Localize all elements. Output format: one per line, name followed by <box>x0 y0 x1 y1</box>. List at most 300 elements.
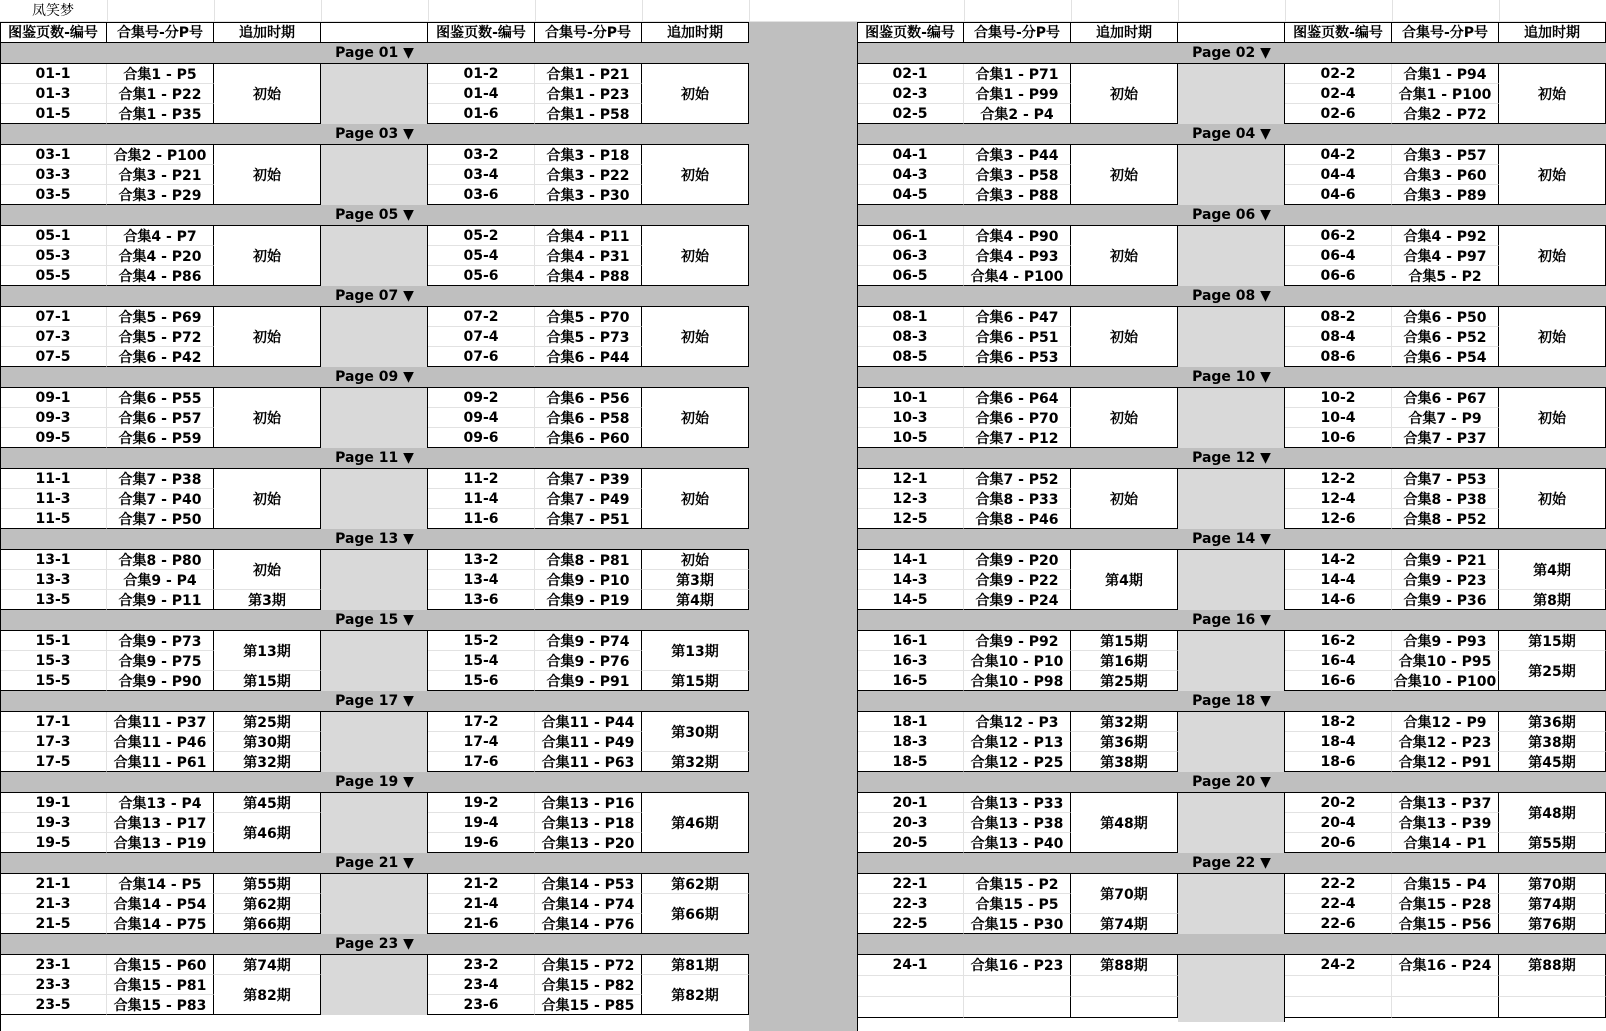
entry-id[interactable]: 03-1 <box>0 145 107 165</box>
collection-ref[interactable]: 合集7 - P38 <box>107 469 214 489</box>
entry-id[interactable]: 17-3 <box>0 732 107 752</box>
page-band[interactable]: Page 06 ▼ <box>857 205 1606 226</box>
entry-id[interactable]: 05-6 <box>428 266 535 286</box>
entry-id[interactable]: 19-3 <box>0 813 107 833</box>
entry-id[interactable]: 22-1 <box>857 874 964 894</box>
entry-id[interactable]: 10-2 <box>1285 388 1392 408</box>
collection-ref[interactable]: 合集11 - P63 <box>535 752 642 772</box>
collection-ref[interactable]: 合集12 - P9 <box>1392 712 1499 732</box>
entry-id[interactable]: 14-3 <box>857 570 964 590</box>
added-period[interactable]: 初始 <box>214 226 321 286</box>
collection-ref[interactable]: 合集5 - P72 <box>107 327 214 347</box>
added-period[interactable]: 初始 <box>214 64 321 124</box>
added-period[interactable]: 第55期 <box>1499 833 1606 853</box>
collection-ref[interactable]: 合集8 - P80 <box>107 550 214 570</box>
collection-ref[interactable] <box>1392 997 1499 1018</box>
collection-ref[interactable]: 合集9 - P22 <box>964 570 1071 590</box>
entry-id[interactable]: 04-4 <box>1285 165 1392 185</box>
entry-id[interactable] <box>1285 997 1392 1018</box>
collection-ref[interactable] <box>964 976 1071 997</box>
added-period[interactable]: 第30期 <box>214 732 321 752</box>
collection-ref[interactable]: 合集6 - P56 <box>535 388 642 408</box>
added-period[interactable]: 第55期 <box>214 874 321 894</box>
entry-id[interactable]: 17-2 <box>428 712 535 732</box>
entry-id[interactable]: 21-3 <box>0 894 107 914</box>
entry-id[interactable]: 06-4 <box>1285 246 1392 266</box>
collection-ref[interactable]: 合集15 - P30 <box>964 914 1071 934</box>
collection-ref[interactable]: 合集7 - P39 <box>535 469 642 489</box>
added-period[interactable]: 第82期 <box>642 975 749 1015</box>
entry-id[interactable]: 18-2 <box>1285 712 1392 732</box>
collection-ref[interactable]: 合集1 - P71 <box>964 64 1071 84</box>
collection-ref[interactable]: 合集14 - P1 <box>1392 833 1499 853</box>
entry-id[interactable] <box>857 976 964 997</box>
entry-id[interactable]: 19-1 <box>0 793 107 813</box>
entry-id[interactable]: 15-6 <box>428 671 535 691</box>
entry-id[interactable]: 08-5 <box>857 347 964 367</box>
sheet-title[interactable]: 凤笑梦 <box>32 3 74 19</box>
entry-id[interactable]: 03-6 <box>428 185 535 205</box>
added-period[interactable]: 第74期 <box>214 955 321 975</box>
added-period[interactable]: 第15期 <box>1499 631 1606 651</box>
added-period[interactable]: 初始 <box>1071 307 1178 367</box>
page-band[interactable]: Page 16 ▼ <box>857 610 1606 631</box>
added-period[interactable]: 初始 <box>642 226 749 286</box>
collection-ref[interactable]: 合集4 - P7 <box>107 226 214 246</box>
collection-ref[interactable]: 合集3 - P30 <box>535 185 642 205</box>
entry-id[interactable]: 18-4 <box>1285 732 1392 752</box>
entry-id[interactable]: 12-6 <box>1285 509 1392 529</box>
collection-ref[interactable]: 合集4 - P100 <box>964 266 1071 286</box>
entry-id[interactable]: 01-6 <box>428 104 535 124</box>
added-period[interactable]: 初始 <box>214 550 321 590</box>
entry-id[interactable]: 18-5 <box>857 752 964 772</box>
page-band[interactable]: Page 03 ▼ <box>0 124 749 145</box>
entry-id[interactable]: 23-5 <box>0 995 107 1015</box>
column-header[interactable]: 追加时期 <box>1071 22 1178 43</box>
page-band[interactable]: Page 12 ▼ <box>857 448 1606 469</box>
page-band[interactable]: Page 07 ▼ <box>0 286 749 307</box>
collection-ref[interactable]: 合集9 - P23 <box>1392 570 1499 590</box>
added-period[interactable]: 第48期 <box>1499 793 1606 833</box>
entry-id[interactable]: 13-1 <box>0 550 107 570</box>
entry-id[interactable]: 02-3 <box>857 84 964 104</box>
entry-id[interactable]: 03-3 <box>0 165 107 185</box>
entry-id[interactable]: 09-5 <box>0 428 107 448</box>
added-period[interactable]: 第88期 <box>1071 955 1178 976</box>
added-period[interactable]: 第62期 <box>214 894 321 914</box>
entry-id[interactable]: 09-1 <box>0 388 107 408</box>
entry-id[interactable]: 03-4 <box>428 165 535 185</box>
column-header[interactable]: 追加时期 <box>1499 22 1606 43</box>
collection-ref[interactable]: 合集11 - P37 <box>107 712 214 732</box>
collection-ref[interactable]: 合集1 - P94 <box>1392 64 1499 84</box>
collection-ref[interactable]: 合集15 - P2 <box>964 874 1071 894</box>
entry-id[interactable]: 02-1 <box>857 64 964 84</box>
entry-id[interactable]: 20-5 <box>857 833 964 853</box>
collection-ref[interactable]: 合集16 - P24 <box>1392 955 1499 976</box>
entry-id[interactable]: 20-3 <box>857 813 964 833</box>
collection-ref[interactable]: 合集7 - P52 <box>964 469 1071 489</box>
collection-ref[interactable]: 合集3 - P21 <box>107 165 214 185</box>
entry-id[interactable]: 16-5 <box>857 671 964 691</box>
entry-id[interactable]: 18-6 <box>1285 752 1392 772</box>
page-band[interactable]: Page 17 ▼ <box>0 691 749 712</box>
entry-id[interactable]: 13-6 <box>428 590 535 610</box>
column-header[interactable]: 追加时期 <box>642 22 749 43</box>
added-period[interactable]: 第13期 <box>214 631 321 671</box>
entry-id[interactable]: 07-3 <box>0 327 107 347</box>
entry-id[interactable]: 11-1 <box>0 469 107 489</box>
page-band[interactable]: Page 10 ▼ <box>857 367 1606 388</box>
collection-ref[interactable]: 合集13 - P20 <box>535 833 642 853</box>
collection-ref[interactable]: 合集14 - P54 <box>107 894 214 914</box>
entry-id[interactable]: 20-2 <box>1285 793 1392 813</box>
page-band[interactable]: Page 14 ▼ <box>857 529 1606 550</box>
collection-ref[interactable]: 合集2 - P72 <box>1392 104 1499 124</box>
added-period[interactable]: 第13期 <box>642 631 749 671</box>
added-period[interactable]: 初始 <box>642 388 749 448</box>
page-band[interactable]: Page 22 ▼ <box>857 853 1606 874</box>
collection-ref[interactable]: 合集15 - P60 <box>107 955 214 975</box>
entry-id[interactable]: 10-5 <box>857 428 964 448</box>
collection-ref[interactable]: 合集6 - P55 <box>107 388 214 408</box>
collection-ref[interactable]: 合集12 - P3 <box>964 712 1071 732</box>
added-period[interactable]: 初始 <box>1071 145 1178 205</box>
column-header[interactable]: 追加时期 <box>214 22 321 43</box>
collection-ref[interactable]: 合集8 - P33 <box>964 489 1071 509</box>
collection-ref[interactable]: 合集2 - P4 <box>964 104 1071 124</box>
added-period[interactable]: 第66期 <box>214 914 321 934</box>
entry-id[interactable]: 08-3 <box>857 327 964 347</box>
collection-ref[interactable]: 合集11 - P49 <box>535 732 642 752</box>
collection-ref[interactable]: 合集6 - P67 <box>1392 388 1499 408</box>
collection-ref[interactable]: 合集9 - P74 <box>535 631 642 651</box>
entry-id[interactable]: 04-3 <box>857 165 964 185</box>
entry-id[interactable]: 16-2 <box>1285 631 1392 651</box>
collection-ref[interactable]: 合集5 - P69 <box>107 307 214 327</box>
collection-ref[interactable]: 合集12 - P13 <box>964 732 1071 752</box>
entry-id[interactable]: 12-2 <box>1285 469 1392 489</box>
collection-ref[interactable]: 合集14 - P5 <box>107 874 214 894</box>
entry-id[interactable]: 05-2 <box>428 226 535 246</box>
entry-id[interactable]: 15-5 <box>0 671 107 691</box>
added-period[interactable]: 第38期 <box>1499 732 1606 752</box>
added-period[interactable]: 第81期 <box>642 955 749 975</box>
collection-ref[interactable]: 合集9 - P75 <box>107 651 214 671</box>
entry-id[interactable]: 07-4 <box>428 327 535 347</box>
added-period[interactable]: 第4期 <box>1499 550 1606 590</box>
entry-id[interactable]: 16-1 <box>857 631 964 651</box>
entry-id[interactable]: 08-4 <box>1285 327 1392 347</box>
entry-id[interactable]: 19-5 <box>0 833 107 853</box>
collection-ref[interactable]: 合集1 - P100 <box>1392 84 1499 104</box>
entry-id[interactable]: 06-5 <box>857 266 964 286</box>
added-period[interactable]: 第74期 <box>1499 894 1606 914</box>
entry-id[interactable]: 12-4 <box>1285 489 1392 509</box>
entry-id[interactable]: 04-1 <box>857 145 964 165</box>
collection-ref[interactable]: 合集6 - P44 <box>535 347 642 367</box>
entry-id[interactable]: 02-4 <box>1285 84 1392 104</box>
column-header[interactable]: 图鉴页数-编号 <box>0 22 107 43</box>
added-period[interactable]: 初始 <box>1071 388 1178 448</box>
collection-ref[interactable]: 合集6 - P57 <box>107 408 214 428</box>
collection-ref[interactable] <box>964 997 1071 1018</box>
entry-id[interactable]: 09-2 <box>428 388 535 408</box>
collection-ref[interactable]: 合集4 - P31 <box>535 246 642 266</box>
added-period[interactable]: 第4期 <box>642 590 749 610</box>
entry-id[interactable]: 16-6 <box>1285 671 1392 691</box>
entry-id[interactable]: 03-2 <box>428 145 535 165</box>
entry-id[interactable]: 15-4 <box>428 651 535 671</box>
entry-id[interactable]: 24-1 <box>857 955 964 976</box>
entry-id[interactable]: 22-3 <box>857 894 964 914</box>
entry-id[interactable]: 04-2 <box>1285 145 1392 165</box>
collection-ref[interactable]: 合集3 - P60 <box>1392 165 1499 185</box>
entry-id[interactable]: 14-5 <box>857 590 964 610</box>
page-band[interactable]: Page 18 ▼ <box>857 691 1606 712</box>
collection-ref[interactable]: 合集7 - P9 <box>1392 408 1499 428</box>
added-period[interactable]: 初始 <box>214 469 321 529</box>
collection-ref[interactable]: 合集13 - P18 <box>535 813 642 833</box>
entry-id[interactable]: 01-2 <box>428 64 535 84</box>
collection-ref[interactable]: 合集13 - P37 <box>1392 793 1499 813</box>
collection-ref[interactable]: 合集1 - P58 <box>535 104 642 124</box>
page-band[interactable]: Page 13 ▼ <box>0 529 749 550</box>
entry-id[interactable]: 13-4 <box>428 570 535 590</box>
entry-id[interactable]: 11-5 <box>0 509 107 529</box>
collection-ref[interactable]: 合集14 - P76 <box>535 914 642 934</box>
collection-ref[interactable]: 合集9 - P93 <box>1392 631 1499 651</box>
collection-ref[interactable]: 合集15 - P4 <box>1392 874 1499 894</box>
collection-ref[interactable]: 合集10 - P100 <box>1392 671 1499 691</box>
collection-ref[interactable]: 合集6 - P60 <box>535 428 642 448</box>
page-band[interactable]: Page 21 ▼ <box>0 853 749 874</box>
collection-ref[interactable]: 合集9 - P76 <box>535 651 642 671</box>
added-period[interactable]: 初始 <box>1499 307 1606 367</box>
page-band[interactable] <box>857 934 1606 955</box>
entry-id[interactable]: 17-6 <box>428 752 535 772</box>
collection-ref[interactable]: 合集13 - P39 <box>1392 813 1499 833</box>
page-band[interactable]: Page 04 ▼ <box>857 124 1606 145</box>
period-cell[interactable] <box>1499 976 1606 997</box>
entry-id[interactable]: 17-1 <box>0 712 107 732</box>
entry-id[interactable]: 11-4 <box>428 489 535 509</box>
added-period[interactable]: 初始 <box>1499 64 1606 124</box>
added-period[interactable]: 初始 <box>214 388 321 448</box>
entry-id[interactable]: 16-4 <box>1285 651 1392 671</box>
entry-id[interactable]: 04-6 <box>1285 185 1392 205</box>
entry-id[interactable]: 15-2 <box>428 631 535 651</box>
entry-id[interactable]: 23-6 <box>428 995 535 1015</box>
page-band[interactable]: Page 23 ▼ <box>0 934 749 955</box>
collection-ref[interactable]: 合集13 - P17 <box>107 813 214 833</box>
added-period[interactable]: 第45期 <box>1499 752 1606 772</box>
entry-id[interactable]: 23-4 <box>428 975 535 995</box>
entry-id[interactable]: 20-6 <box>1285 833 1392 853</box>
collection-ref[interactable]: 合集11 - P61 <box>107 752 214 772</box>
entry-id[interactable]: 09-4 <box>428 408 535 428</box>
collection-ref[interactable]: 合集9 - P91 <box>535 671 642 691</box>
collection-ref[interactable]: 合集3 - P44 <box>964 145 1071 165</box>
entry-id[interactable]: 21-1 <box>0 874 107 894</box>
entry-id[interactable]: 02-2 <box>1285 64 1392 84</box>
entry-id[interactable]: 11-6 <box>428 509 535 529</box>
collection-ref[interactable]: 合集4 - P11 <box>535 226 642 246</box>
entry-id[interactable]: 03-5 <box>0 185 107 205</box>
column-header[interactable]: 合集号-分P号 <box>535 22 642 43</box>
column-header[interactable]: 合集号-分P号 <box>1392 22 1499 43</box>
added-period[interactable]: 初始 <box>1499 388 1606 448</box>
collection-ref[interactable]: 合集14 - P53 <box>535 874 642 894</box>
entry-id[interactable]: 17-4 <box>428 732 535 752</box>
entry-id[interactable]: 21-5 <box>0 914 107 934</box>
added-period[interactable]: 初始 <box>1071 226 1178 286</box>
added-period[interactable]: 初始 <box>642 64 749 124</box>
added-period[interactable]: 第32期 <box>214 752 321 772</box>
collection-ref[interactable]: 合集7 - P50 <box>107 509 214 529</box>
collection-ref[interactable]: 合集2 - P100 <box>107 145 214 165</box>
entry-id[interactable]: 23-1 <box>0 955 107 975</box>
collection-ref[interactable]: 合集9 - P20 <box>964 550 1071 570</box>
added-period[interactable]: 第46期 <box>642 793 749 853</box>
collection-ref[interactable]: 合集6 - P53 <box>964 347 1071 367</box>
collection-ref[interactable]: 合集13 - P19 <box>107 833 214 853</box>
collection-ref[interactable]: 合集7 - P49 <box>535 489 642 509</box>
collection-ref[interactable]: 合集9 - P92 <box>964 631 1071 651</box>
entry-id[interactable]: 07-5 <box>0 347 107 367</box>
collection-ref[interactable]: 合集6 - P58 <box>535 408 642 428</box>
collection-ref[interactable]: 合集15 - P81 <box>107 975 214 995</box>
collection-ref[interactable]: 合集8 - P52 <box>1392 509 1499 529</box>
collection-ref[interactable]: 合集3 - P57 <box>1392 145 1499 165</box>
entry-id[interactable]: 05-1 <box>0 226 107 246</box>
added-period[interactable]: 第36期 <box>1071 732 1178 752</box>
added-period[interactable]: 第4期 <box>1071 550 1178 610</box>
added-period[interactable]: 初始 <box>1499 145 1606 205</box>
entry-id[interactable]: 22-6 <box>1285 914 1392 934</box>
entry-id[interactable] <box>857 997 964 1018</box>
column-header[interactable]: 图鉴页数-编号 <box>857 22 964 43</box>
collection-ref[interactable]: 合集13 - P16 <box>535 793 642 813</box>
page-band[interactable]: Page 09 ▼ <box>0 367 749 388</box>
collection-ref[interactable]: 合集6 - P52 <box>1392 327 1499 347</box>
entry-id[interactable]: 12-3 <box>857 489 964 509</box>
entry-id[interactable]: 01-4 <box>428 84 535 104</box>
added-period[interactable]: 初始 <box>642 469 749 529</box>
added-period[interactable]: 初始 <box>1499 226 1606 286</box>
collection-ref[interactable]: 合集3 - P88 <box>964 185 1071 205</box>
collection-ref[interactable]: 合集15 - P85 <box>535 995 642 1015</box>
collection-ref[interactable]: 合集3 - P58 <box>964 165 1071 185</box>
entry-id[interactable]: 21-6 <box>428 914 535 934</box>
collection-ref[interactable]: 合集14 - P75 <box>107 914 214 934</box>
entry-id[interactable]: 14-6 <box>1285 590 1392 610</box>
collection-ref[interactable]: 合集1 - P5 <box>107 64 214 84</box>
added-period[interactable]: 第15期 <box>214 671 321 691</box>
collection-ref[interactable]: 合集6 - P59 <box>107 428 214 448</box>
added-period[interactable]: 初始 <box>214 145 321 205</box>
added-period[interactable]: 第46期 <box>214 813 321 853</box>
added-period[interactable]: 第36期 <box>1499 712 1606 732</box>
entry-id[interactable]: 14-1 <box>857 550 964 570</box>
page-band[interactable]: Page 08 ▼ <box>857 286 1606 307</box>
entry-id[interactable]: 10-6 <box>1285 428 1392 448</box>
entry-id[interactable] <box>1285 976 1392 997</box>
entry-id[interactable]: 10-1 <box>857 388 964 408</box>
entry-id[interactable]: 13-5 <box>0 590 107 610</box>
entry-id[interactable]: 14-4 <box>1285 570 1392 590</box>
collection-ref[interactable]: 合集4 - P92 <box>1392 226 1499 246</box>
collection-ref[interactable]: 合集4 - P86 <box>107 266 214 286</box>
collection-ref[interactable]: 合集5 - P2 <box>1392 266 1499 286</box>
entry-id[interactable]: 06-1 <box>857 226 964 246</box>
collection-ref[interactable]: 合集8 - P46 <box>964 509 1071 529</box>
entry-id[interactable]: 07-2 <box>428 307 535 327</box>
period-cell[interactable] <box>1071 997 1178 1018</box>
entry-id[interactable]: 19-4 <box>428 813 535 833</box>
collection-ref[interactable]: 合集1 - P99 <box>964 84 1071 104</box>
collection-ref[interactable]: 合集9 - P4 <box>107 570 214 590</box>
collection-ref[interactable]: 合集9 - P21 <box>1392 550 1499 570</box>
page-band[interactable]: Page 20 ▼ <box>857 772 1606 793</box>
collection-ref[interactable]: 合集12 - P23 <box>1392 732 1499 752</box>
entry-id[interactable]: 08-1 <box>857 307 964 327</box>
entry-id[interactable]: 13-3 <box>0 570 107 590</box>
collection-ref[interactable]: 合集5 - P70 <box>535 307 642 327</box>
entry-id[interactable]: 07-6 <box>428 347 535 367</box>
added-period[interactable]: 第16期 <box>1071 651 1178 671</box>
entry-id[interactable]: 08-2 <box>1285 307 1392 327</box>
added-period[interactable]: 第76期 <box>1499 914 1606 934</box>
entry-id[interactable]: 19-2 <box>428 793 535 813</box>
entry-id[interactable]: 12-1 <box>857 469 964 489</box>
entry-id[interactable]: 05-5 <box>0 266 107 286</box>
entry-id[interactable]: 04-5 <box>857 185 964 205</box>
collection-ref[interactable]: 合集13 - P38 <box>964 813 1071 833</box>
collection-ref[interactable]: 合集4 - P97 <box>1392 246 1499 266</box>
entry-id[interactable]: 06-6 <box>1285 266 1392 286</box>
collection-ref[interactable]: 合集3 - P89 <box>1392 185 1499 205</box>
collection-ref[interactable]: 合集13 - P33 <box>964 793 1071 813</box>
collection-ref[interactable]: 合集15 - P56 <box>1392 914 1499 934</box>
entry-id[interactable]: 05-3 <box>0 246 107 266</box>
added-period[interactable]: 第3期 <box>214 590 321 610</box>
entry-id[interactable]: 21-4 <box>428 894 535 914</box>
entry-id[interactable]: 22-5 <box>857 914 964 934</box>
period-cell[interactable] <box>1071 976 1178 997</box>
collection-ref[interactable]: 合集9 - P19 <box>535 590 642 610</box>
collection-ref[interactable]: 合集7 - P51 <box>535 509 642 529</box>
collection-ref[interactable]: 合集15 - P5 <box>964 894 1071 914</box>
added-period[interactable]: 初始 <box>1499 469 1606 529</box>
added-period[interactable]: 第74期 <box>1071 914 1178 934</box>
collection-ref[interactable]: 合集8 - P81 <box>535 550 642 570</box>
collection-ref[interactable]: 合集13 - P40 <box>964 833 1071 853</box>
collection-ref[interactable]: 合集7 - P37 <box>1392 428 1499 448</box>
entry-id[interactable]: 20-4 <box>1285 813 1392 833</box>
added-period[interactable]: 初始 <box>1071 64 1178 124</box>
entry-id[interactable]: 15-3 <box>0 651 107 671</box>
entry-id[interactable]: 22-2 <box>1285 874 1392 894</box>
collection-ref[interactable]: 合集12 - P25 <box>964 752 1071 772</box>
entry-id[interactable]: 10-3 <box>857 408 964 428</box>
collection-ref[interactable]: 合集3 - P18 <box>535 145 642 165</box>
added-period[interactable]: 第30期 <box>642 712 749 752</box>
collection-ref[interactable]: 合集7 - P53 <box>1392 469 1499 489</box>
entry-id[interactable]: 14-2 <box>1285 550 1392 570</box>
added-period[interactable]: 初始 <box>214 307 321 367</box>
